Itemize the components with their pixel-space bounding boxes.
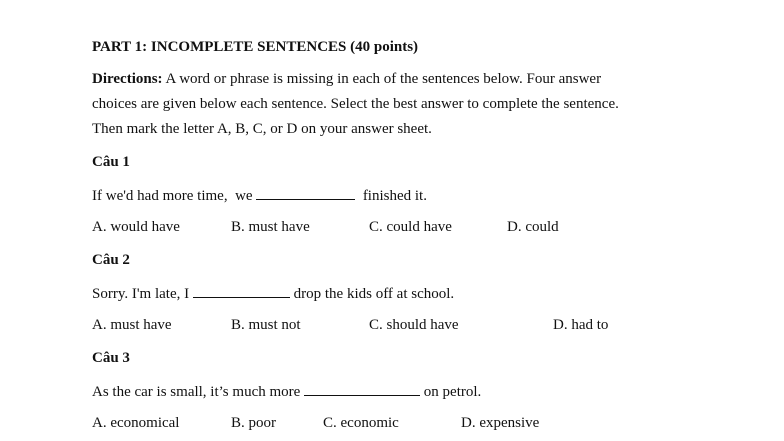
question-3-sentence xyxy=(92,382,481,401)
question-2-option-a: A. must have xyxy=(92,317,172,333)
question-3-option-a: A. economical xyxy=(92,415,180,431)
question-3-option-b: B. poor xyxy=(231,415,276,431)
question-1-option-b: B. must have xyxy=(231,219,310,235)
question-1-heading: Câu 1 xyxy=(92,154,130,170)
question-1-text-after: finished it. xyxy=(355,188,427,204)
question-2-option-b: B. must not xyxy=(231,317,301,333)
question-3-text-after: on petrol. xyxy=(420,384,482,400)
question-3-blank xyxy=(304,382,420,396)
question-2-heading: Câu 2 xyxy=(92,252,130,268)
question-2-text-after: drop the kids off at school. xyxy=(289,286,455,302)
question-1-option-c: C. could have xyxy=(369,219,452,235)
directions-text-1: A word or phrase is missing in each of the sentences below. Four answer xyxy=(162,71,602,87)
directions-line-1 xyxy=(92,70,601,88)
question-3-option-c: C. economic xyxy=(323,415,399,431)
question-2-option-d: D. had to xyxy=(553,317,609,333)
directions-line-2: choices are given below each sentence. Select the best answer to complete the sentence. xyxy=(92,96,619,112)
directions-label: Directions: xyxy=(92,71,163,87)
question-2-blank xyxy=(193,284,290,298)
question-1-blank xyxy=(256,186,355,200)
question-2-sentence xyxy=(92,284,454,303)
question-3-text-before: As the car is small, it’s much more xyxy=(92,384,305,400)
question-1-sentence xyxy=(92,186,427,205)
question-1-text-before: If we'd had more time, we xyxy=(92,188,257,204)
part-title: PART 1: INCOMPLETE SENTENCES (40 points) xyxy=(92,39,419,55)
question-3-heading: Câu 3 xyxy=(92,350,130,366)
question-1-option-a: A. would have xyxy=(92,219,180,235)
directions-line-3: Then mark the letter A, B, C, or D on your answer sheet. xyxy=(92,121,432,137)
question-3-option-d: D. expensive xyxy=(461,415,540,431)
question-1-option-d: D. could xyxy=(507,219,559,235)
question-2-option-c: C. should have xyxy=(369,317,459,333)
question-2-text-before: Sorry. I'm late, I xyxy=(92,286,193,302)
